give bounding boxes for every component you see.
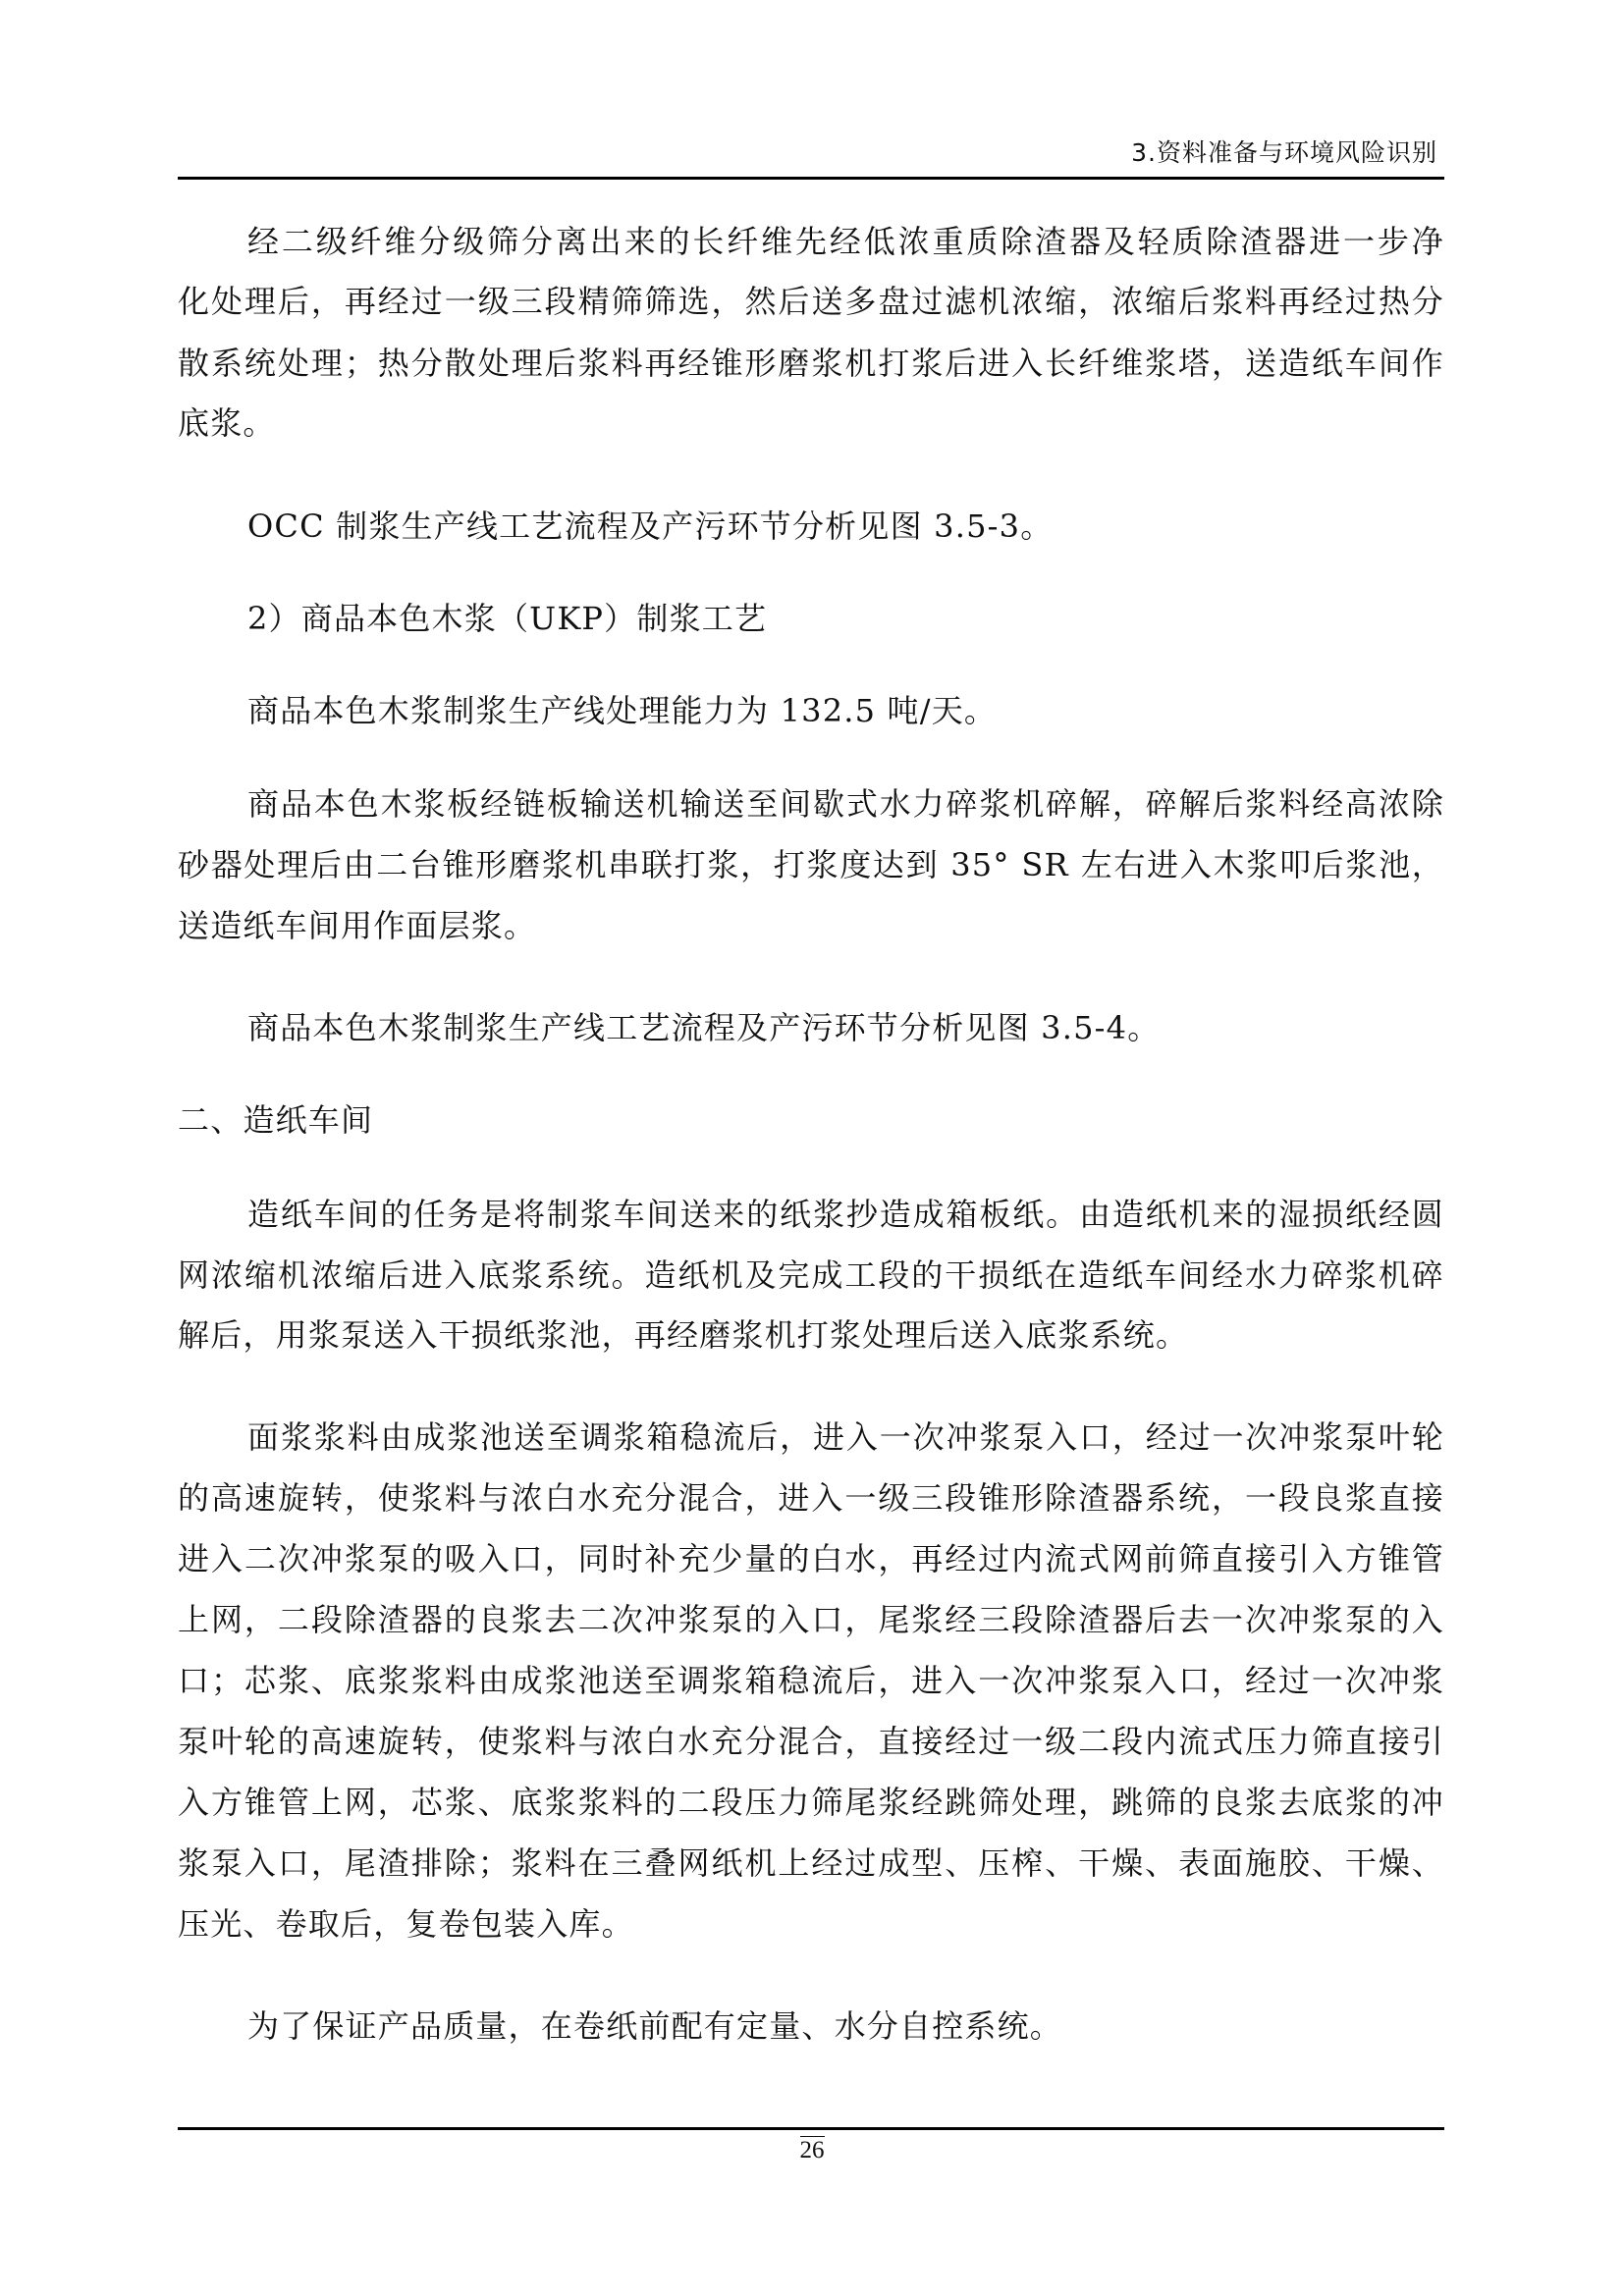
paragraph-line: 口；芯浆、底浆浆料由成浆池送至调浆箱稳流后，进入一次冲浆泵入口，经过一次冲浆	[178, 1662, 1444, 1699]
page-number: 26	[799, 2137, 825, 2163]
paragraph-occ-flow-reference: OCC 制浆生产线工艺流程及产污环节分析见图 3.5-3。	[247, 507, 1054, 545]
paragraph-line: 商品本色木浆板经链板输送机输送至间歇式水力碎浆机碎解，碎解后浆料经高浓除	[247, 785, 1444, 823]
section-heading-papermaking: 二、造纸车间	[178, 1101, 374, 1139]
paragraph-line: 泵叶轮的高速旋转，使浆料与浓白水充分混合，直接经过一级二段内流式压力筛直接引	[178, 1723, 1444, 1760]
paragraph-line: 面浆浆料由成浆池送至调浆箱稳流后，进入一次冲浆泵入口，经过一次冲浆泵叶轮	[247, 1418, 1444, 1456]
paragraph-line: 上网，二段除渣器的良浆去二次冲浆泵的入口，尾浆经三段除渣器后去一次冲浆泵的入	[178, 1601, 1444, 1638]
footer-divider	[178, 2127, 1444, 2130]
paragraph-line: 化处理后，再经过一级三段精筛筛选，然后送多盘过滤机浓缩，浓缩后浆料再经过热分	[178, 283, 1444, 320]
paragraph-line: 砂器处理后由二台锥形磨浆机串联打浆，打浆度达到 35° SR 左右进入木浆叩后浆池，	[178, 846, 1444, 883]
paragraph-line: 浆泵入口，尾渣排除；浆料在三叠网纸机上经过成型、压榨、干燥、表面施胶、干燥、	[178, 1844, 1444, 1882]
paragraph-ukp-capacity: 商品本色木浆制浆生产线处理能力为 132.5 吨/天。	[247, 692, 998, 729]
paragraph-line: 底浆。	[178, 404, 276, 442]
paragraph-line: 解后，用浆泵送入干损纸浆池，再经磨浆机打浆处理后送入底浆系统。	[178, 1316, 1189, 1354]
paragraph-line: 入方锥管上网，芯浆、底浆浆料的二段压力筛尾浆经跳筛处理，跳筛的良浆去底浆的冲	[178, 1784, 1444, 1821]
paragraph-line: 压光、卷取后，复卷包装入库。	[178, 1905, 634, 1943]
paragraph-line: 造纸车间的任务是将制浆车间送来的纸浆抄造成箱板纸。由造纸机来的湿损纸经圆	[247, 1196, 1444, 1233]
section-header-title: 3.资料准备与环境风险识别	[1131, 138, 1437, 167]
paragraph-line: 经二级纤维分级筛分离出来的长纤维先经低浓重质除渣器及轻质除渣器进一步净	[247, 223, 1444, 260]
paragraph-line: 的高速旋转，使浆料与浓白水充分混合，进入一级三段锥形除渣器系统，一段良浆直接	[178, 1479, 1444, 1517]
page-number-container	[0, 2136, 1624, 2164]
paragraph-quality-control: 为了保证产品质量，在卷纸前配有定量、水分自控系统。	[247, 2007, 1063, 2045]
paragraph-line: 进入二次冲浆泵的吸入口，同时补充少量的白水，再经过内流式网前筛直接引入方锥管	[178, 1540, 1444, 1577]
paragraph-line: 送造纸车间用作面层浆。	[178, 907, 537, 944]
paragraph-line: 网浓缩机浓缩后进入底浆系统。造纸机及完成工段的干损纸在造纸车间经水力碎浆机碎	[178, 1256, 1444, 1294]
paragraph-ukp-flow-reference: 商品本色木浆制浆生产线工艺流程及产污环节分析见图 3.5-4。	[247, 1009, 1161, 1046]
subsection-heading-ukp: 2）商品本色木浆（UKP）制浆工艺	[247, 600, 768, 637]
document-body	[178, 0, 1444, 2296]
paragraph-line: 散系统处理；热分散处理后浆料再经锥形磨浆机打浆后进入长纤维浆塔，送造纸车间作	[178, 345, 1444, 382]
